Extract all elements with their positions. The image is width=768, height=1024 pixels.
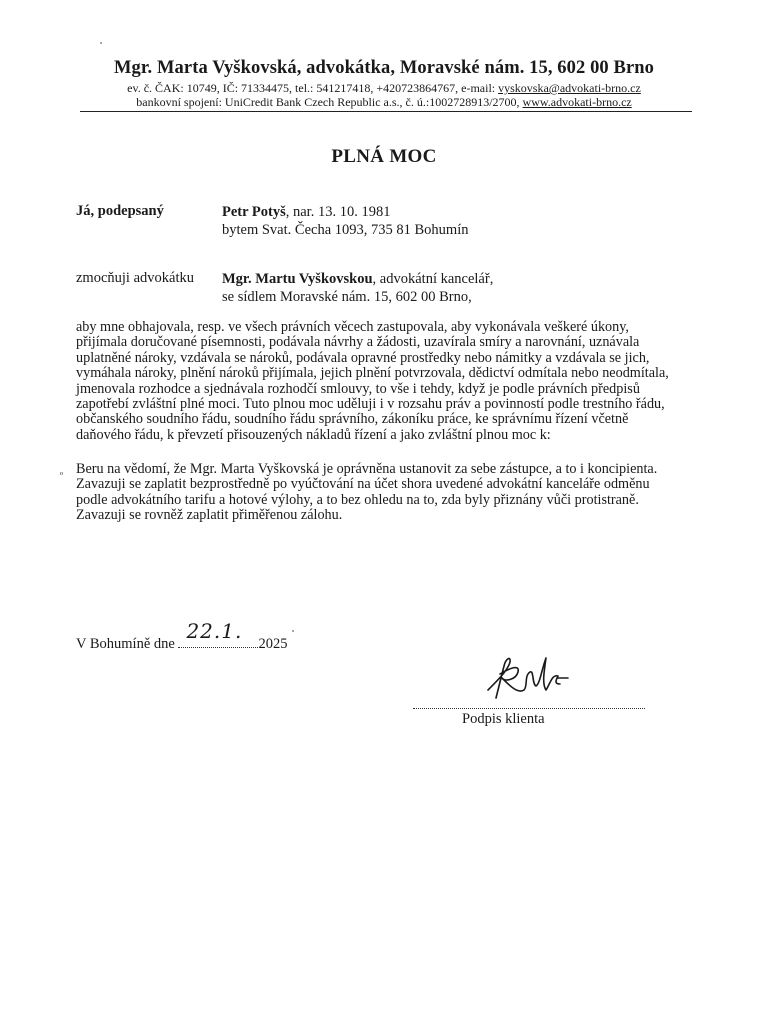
paragraph-line: uplatněné nároky, vzdávala se nároků, podávala opravné prostředky nebo námitky a vzdávala se jich,	[76, 349, 650, 366]
date-year: 2025	[258, 636, 288, 652]
header-divider	[80, 111, 692, 112]
acknowledgement-paragraph	[76, 462, 716, 524]
scan-speck	[100, 42, 102, 44]
attorney-label: zmocňuji advokátku	[76, 270, 194, 286]
margin-mark: ₒ	[60, 466, 63, 477]
signature-label: Podpis klienta	[462, 711, 545, 727]
attorney-seat: se sídlem Moravské nám. 15, 602 00 Brno,	[222, 289, 472, 305]
grantor-details	[222, 203, 468, 239]
paragraph-line: daňového řádu, k převzetí přisouzených nákladů řízení a jako zvláštní plnou moc k:	[76, 426, 551, 443]
signature-line	[413, 708, 645, 709]
paragraph-line: přijímala doručované písemnosti, podávala návrhy a žádosti, uzavírala smíry a narovnání, uznávala	[76, 334, 640, 351]
place-date	[76, 619, 288, 653]
letterhead-contact-text: ev. č. ČAK: 10749, IČ: 71334475, tel.: 541217418, +420723864767, e-mail:	[127, 81, 499, 95]
place-prefix: V Bohumíně dne	[76, 636, 179, 652]
paragraph-line: aby mne obhajovala, resp. ve všech právních věcech zastupovala, aby vykonávala veškeré úkony,	[76, 319, 629, 335]
grantor-name: Petr Potyš	[222, 204, 286, 220]
date-field	[178, 619, 258, 648]
letterhead-contact	[0, 81, 768, 96]
paragraph-line: zapotřebí zvláštní plné moci. Tuto plnou moc uděluji i v rozsahu práv a povinností podle trestního řádu,	[76, 396, 665, 413]
client-signature	[480, 650, 575, 710]
paragraph-line: Zavazuji se zaplatit bezprostředně po vyúčtování na účet shora uvedené advokátní kanceláře odměnu	[76, 476, 650, 493]
authorization-paragraph	[76, 320, 716, 443]
email-link[interactable]: vyskovska@advokati-brno.cz	[498, 81, 641, 95]
handwritten-date: 22.1.	[186, 619, 243, 643]
paragraph-line: Zavazuji se rovněž zaplatit přiměřenou zálohu.	[76, 507, 343, 524]
document-title: PLNÁ MOC	[331, 146, 437, 167]
scan-speck	[292, 630, 294, 632]
paragraph-line: vymáhala nároky, plnění nároků přijímala, jejich plnění potvrzovala, dědictví odmítala nebo neodmítala,	[76, 365, 669, 382]
paragraph-line: jmenovala rozhodce a sjednávala rozhodčí smlouvy, to vše i tehdy, když je podle právních předpisů	[76, 380, 640, 397]
letterhead-bank	[0, 95, 768, 110]
letterhead-name: Mgr. Marta Vyškovská, advokátka, Moravské nám. 15, 602 00 Brno	[114, 58, 654, 78]
website-link[interactable]: www.advokati-brno.cz	[522, 95, 632, 109]
paragraph-line: podle advokátního tarifu a hotové výlohy, a to bez ohledu na to, zda byly přiznány vůči protistraně.	[76, 491, 639, 508]
paragraph-line: Beru na vědomí, že Mgr. Marta Vyškovská je oprávněna ustanovit za sebe zástupce, a to i koncipienta.	[76, 461, 658, 477]
letterhead-bank-text: bankovní spojení: UniCredit Bank Czech Republic a.s., č. ú.:1002728913/2700,	[136, 95, 523, 109]
attorney-name: Mgr. Martu Vyškovskou	[222, 271, 373, 287]
grantor-birth: , nar. 13. 10. 1981	[285, 204, 391, 220]
grantor-address: bytem Svat. Čecha 1093, 735 81 Bohumín	[222, 222, 469, 238]
paragraph-line: občanského soudního řádu, soudního řádu správního, zákoníku práce, ke správnímu řízení včetně	[76, 411, 629, 428]
attorney-office: , advokátní kancelář,	[372, 271, 494, 287]
grantor-label: Já, podepsaný	[76, 203, 164, 219]
attorney-details	[222, 270, 493, 306]
